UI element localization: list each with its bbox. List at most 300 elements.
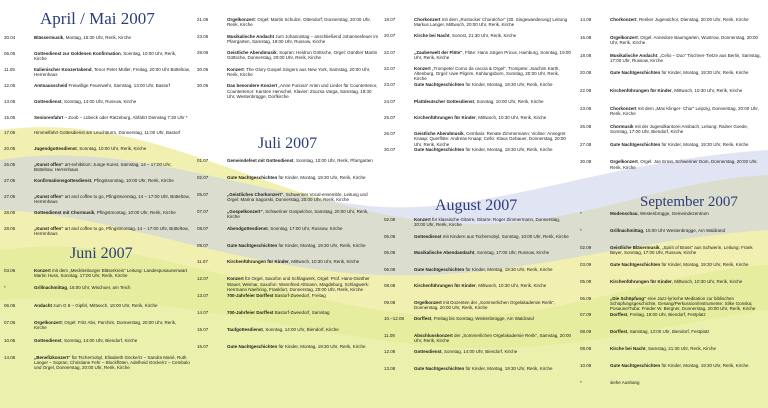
- event-date: 26.08: [580, 123, 592, 129]
- event-title: Gottesdienst zur Goldenen Konfirmation: [34, 50, 121, 56]
- event-date: 14.08: [580, 17, 592, 22]
- event-date: 13.08: [384, 365, 396, 371]
- event-title: Amtsausscheid: [34, 82, 68, 88]
- event-title: Plattdeutscher Gottesdienst: [414, 98, 475, 104]
- event-date: 10.09: [580, 363, 592, 369]
- event-title: Orgelkonzert: [414, 299, 442, 305]
- event-title: Chorkonzert: [610, 106, 637, 111]
- event-details: mit dem „Max Klinger- Chor“ Leipzig, Donnerstag, 20:00 Uhr, Rerik, Kirche: [610, 106, 759, 117]
- event-details: mit Dozenten der „Sommerlichen Orgelakademie Rerik“, Donnerstag, 20:00 Uhr, Rerik, Kirche: [414, 299, 556, 310]
- event-text: [34, 67, 190, 77]
- event-details: „Anne Furiosa“ Arien und Lieder für Countertenor, Countertenor: Karsten Henschel, Klavier: Zsuzsa Varga, Samstag, 19:30 Uhr, Westenbrügge, Dorfkirche: [227, 83, 378, 99]
- event-text: [227, 34, 379, 44]
- event-text: [34, 355, 190, 371]
- event-date: 22.07: [384, 49, 396, 55]
- event-title: Musikalische Andacht: [227, 33, 275, 39]
- event-date: 16.07: [197, 343, 209, 349]
- event-text: [227, 158, 379, 163]
- event-title: Kirchenführungen für Kinder: [414, 283, 476, 288]
- event-title: Konzert: [414, 65, 431, 71]
- event-title: Gute Nachtgeschichten: [414, 82, 465, 88]
- event-date: *: [580, 211, 582, 216]
- event-title: Gottesdienst mit Chormusik: [34, 209, 95, 215]
- event-date: 12.07: [197, 276, 209, 282]
- event-text: [227, 83, 379, 99]
- event-details: , Sonntag, 10:00 Uhr, Rerik, Pfarrgarten: [293, 158, 373, 163]
- event-title: Konzert: [227, 66, 244, 72]
- event-date: 22.08: [580, 88, 592, 94]
- event-date: 30.04: [4, 35, 16, 40]
- event-details: für Kinder, Montag, 19:30 Uhr, Rerik, Kirche: [660, 261, 749, 267]
- event-text: [227, 327, 379, 332]
- event-title: Taufgottesdienst: [227, 327, 263, 332]
- event-text: [414, 283, 572, 288]
- event-text: [414, 33, 572, 38]
- event-title: Abschlusskonzert: [414, 332, 453, 338]
- event-date: 13.05: [4, 98, 16, 104]
- event-text: [414, 316, 572, 321]
- event-title: Italienischer Konzertabend: [34, 66, 92, 72]
- event-text: [227, 50, 379, 60]
- event-text: [610, 380, 764, 385]
- event-details: für Tschernobyl, Elisabeth Göcke/rz – Sandra Marié, Ruth Langer – Sopran, Christiane Fehr – Blockflöten, Adelheid Göcke/rz – Cembalo und Orgel, Donnerstag, 20:00 Uhr, Rerik, Kirche: [34, 355, 190, 371]
- event-text: [414, 234, 572, 239]
- event-date: 26.05: [4, 162, 16, 168]
- event-text: [414, 131, 572, 147]
- event-text: [610, 124, 764, 134]
- event-text: [34, 83, 190, 88]
- event-text: [414, 66, 572, 82]
- event-details: , Sonntag, 17:00 Uhr, Russow, Kirche: [267, 225, 343, 231]
- event-title: Gute Nachtgeschichten: [227, 343, 278, 349]
- event-date: 30.06: [197, 83, 209, 89]
- event-title: „Zauberwelt der Flöte“: [414, 49, 463, 55]
- event-date: *: [4, 285, 6, 291]
- event-date: 23.07: [384, 82, 396, 88]
- event-details: , Samstag, 21:30 Uhr, Rerik, Kirche: [645, 346, 717, 352]
- event-text: [414, 300, 572, 310]
- event-title: „Geistliches Chorkonzert“: [227, 191, 284, 197]
- event-title: Musikalische Abendandacht: [414, 250, 475, 255]
- event-date: 01.07: [197, 158, 209, 163]
- event-text: [34, 115, 190, 120]
- event-text: [610, 279, 764, 284]
- event-date: 30.08: [580, 159, 592, 165]
- event-date: 30.07: [384, 147, 396, 153]
- event-title: Kirchenführungen für Kinder: [414, 114, 476, 120]
- event-text: [610, 17, 764, 22]
- month-heading-april: April / Mai 2007: [40, 9, 155, 28]
- event-text: [610, 245, 764, 255]
- event-details: , Flöte: Hans Jürgen Pricus, Hamburg, Sonntag, 19:00 Uhr, Rerik, Kirche: [414, 49, 571, 60]
- event-details: art and coffee to go, Pfingstsonntag, 14 – 17:00 Uhr, Bütteltow, Herrenhaus: [34, 194, 190, 205]
- event-date: 28.05: [4, 209, 16, 215]
- event-date: 05.08: [384, 233, 396, 239]
- event-date: 10.–12.08: [384, 316, 405, 321]
- event-text: [610, 346, 764, 351]
- event-text: [414, 82, 572, 87]
- event-details: , Pfingstsonntag, 10:00 Uhr, Rerik, Kirche: [91, 178, 174, 184]
- event-details: , Sonntag, 10:00 Uhr, Rerik, Kirche: [474, 98, 544, 104]
- event-date: 28.06: [197, 50, 209, 56]
- event-text: [414, 115, 572, 120]
- event-text: [610, 296, 764, 312]
- event-text: [227, 17, 379, 27]
- event-details: , Pfingstmontag, 10:00 Uhr, Rerik, Kirche: [94, 209, 176, 215]
- event-title: Gute Nachtgeschichten: [610, 363, 661, 369]
- event-date: 20.05: [4, 146, 16, 152]
- event-details: für klassische Gitarre, Gitarre: Roger Zimmermann, Donnerstag, 20:00 Uhr, Rerik, Kirche: [414, 217, 561, 228]
- event-date: 08.08: [384, 283, 396, 288]
- event-details: , Schweriner Vocal-ensemble, Leitung und Orgel: Marina Sagorski, Donnerstag, 20:00 Uhr, Rerik, Kirche: [227, 191, 368, 202]
- event-details: Bastorf-Zweedorf, Samstag: [273, 310, 330, 316]
- event-title: „Benefizkonzert“: [34, 355, 71, 360]
- event-date: 14.06: [4, 355, 16, 360]
- event-text: [34, 285, 190, 290]
- event-text: [227, 67, 379, 77]
- event-date: 08.07: [197, 225, 209, 231]
- event-details: ; Sopran: Heidrun Göttsche, Orgel: Günther Martin Göttsche, Donnerstag, 20:00 Uhr, Rerik, Kirche: [227, 50, 378, 61]
- event-date: 14.07: [197, 310, 209, 316]
- event-date: 12.08: [384, 349, 396, 354]
- event-date: 06.05: [4, 50, 16, 56]
- event-title: Abendgottesdienst: [227, 225, 268, 231]
- event-date: 09.07: [197, 242, 209, 248]
- event-text: [34, 35, 190, 40]
- event-title: Geistliche Bläsermusik: [610, 244, 660, 250]
- event-text: [610, 159, 764, 169]
- event-title: Kirchenführungen für Kinder: [610, 88, 672, 94]
- event-details: , Schweriner Gospelchor, Samstag, 20:00 Uhr, Rerik, Kirche: [227, 208, 369, 219]
- event-details: für Orgel, Saxofon und Schlagwerk, Orgel: Prof. Hans-Günther Wauer, Weimar, Saxofon: Wannfried Altmann, Magdeburg, Schlagwerk: Herrmann Naehring, Frankfurt, Donnerstag, 20:00 Uhr, Rerik, Kirche: [227, 276, 370, 292]
- event-details: , Sonntag, 17:00 Uhr, Russow, Kirche: [474, 250, 550, 255]
- event-details: zum Johannistag – anschließend Johannesfeuer im Pfarrgarten, Samstag, 19:00 Uhr, Russow, Kirche: [227, 33, 379, 44]
- event-title: „Kunst offen“: [34, 225, 64, 231]
- event-date: 20.07: [384, 33, 396, 39]
- event-details: mit der Jugendkantorei Ansbach, Leitung: Rainer Goede, Sonntag, 17:00 Uhr, Biendorf, Kirche: [610, 123, 749, 134]
- event-title: Gottesdienst: [414, 349, 442, 354]
- event-details: , Reriker Jugendchor, Dienstag, 20:00 Uhr, Rerik, Kirche: [636, 17, 749, 22]
- event-details: für Kinder, Montag, 19:30 Uhr, Rerik, Kirche: [277, 174, 366, 180]
- event-text: [34, 338, 190, 343]
- event-details: , 16:00 Uhr, Wischuer, am Teich: [67, 285, 131, 291]
- event-details: der „Sommerlichen Orgelakademie Rerik“, Samstag, 20:00 Uhr, Rerik, Kirche: [414, 332, 572, 343]
- event-date: *: [580, 380, 582, 385]
- event-title: Kirche bei Nacht: [610, 346, 646, 352]
- event-title: Kirchenführungen für Kinder: [610, 278, 672, 284]
- month-heading-juni: Juni 2007: [70, 245, 133, 262]
- event-date: 05.07: [197, 191, 209, 197]
- event-details: Freiwillige Feuerwehr, Samstag, 13:00 Uhr, Bastorf: [67, 82, 171, 88]
- event-date: 28.05: [4, 225, 16, 231]
- event-title: Orgelkonzert: [610, 34, 638, 40]
- event-text: [610, 262, 764, 267]
- event-title: Gottesdienst: [34, 98, 62, 104]
- event-details: , Freitag bis Sonntag, Westenbrügge, Am Waldrand: [431, 316, 534, 321]
- event-title: Dorffest: [610, 329, 628, 335]
- event-details: mit Kindern aus Tschernobyl, Sonntag, 10:00 Uhr, Rerik, Kirche: [441, 233, 569, 239]
- event-text: [414, 217, 572, 227]
- event-text: [414, 333, 572, 343]
- event-text: [34, 146, 190, 151]
- event-title: Geistliche Abendmusik: [414, 131, 464, 137]
- event-title: Konzert: [414, 217, 431, 222]
- event-text: [610, 53, 764, 63]
- event-date: 08.09: [580, 346, 592, 352]
- event-title: Orgelkonzert: [227, 17, 255, 22]
- event-date: 27.08: [580, 141, 592, 147]
- event-title: Dorffest: [414, 316, 432, 321]
- event-details: , Tenor Peter Müller, Freitag, 20:00 Uhr Bütteltow, Herrenhaus: [34, 66, 190, 77]
- event-text: [34, 130, 190, 135]
- event-title: Grillnachmittag: [34, 285, 68, 291]
- event-text: [610, 211, 764, 216]
- event-date: 13.07: [197, 293, 209, 299]
- event-details: für Kinder, Montag, 19:30 Uhr, Rerik, Kirche: [464, 365, 553, 371]
- event-details: für Kinder, Montag, 19:30 Uhr, Rerik, Kirche: [277, 242, 366, 248]
- event-title: Kirche bei Nacht: [414, 33, 450, 39]
- event-text: [610, 329, 764, 334]
- event-date: 03.09: [580, 261, 592, 267]
- event-text: [34, 194, 190, 204]
- event-date: 09.08: [384, 299, 396, 305]
- event-title: Konzert: [34, 268, 51, 273]
- event-title: 700-Jahrfeier Dorffest: [227, 293, 274, 299]
- event-title: 700-Jahrfeier Dorffest: [227, 310, 274, 316]
- event-text: [34, 303, 190, 308]
- event-details: für Kinder, Montag, 19:30 Uhr, Rerik, Kirche: [464, 147, 553, 153]
- event-details: , Montag, 16:30 Uhr, Rerik, Kirche: [63, 35, 132, 40]
- event-details: zum G 8 – Gipfel, Mittwoch, 18:00 Uhr, Rerik, Kirche: [52, 302, 158, 308]
- month-heading-september: September 2007: [640, 194, 738, 210]
- event-date: 07.06: [4, 320, 16, 326]
- event-date: 11.07: [197, 259, 208, 265]
- event-date: 15.07: [197, 327, 209, 332]
- event-details: – Zoob – Lübeck oder Ratzeburg, Abfahrt Dienstag 7:30 Uhr *: [63, 114, 188, 120]
- event-date: 06.08: [384, 266, 396, 272]
- event-details: , „Celio – Duo“ Tischner-Tietze aus Berlin, Samstag, 17:00 Uhr, Russow, Kirche: [610, 52, 761, 63]
- event-text: [610, 88, 764, 93]
- event-date: 08.09: [580, 329, 592, 335]
- event-details: ; Orgel: Annedore Baumgarten, Wustrow, Donnerstag, 20:00 Uhr, Rerik, Kirche: [610, 34, 759, 45]
- event-title: Kirchenführungen für Kinder: [227, 259, 289, 265]
- event-text: [227, 259, 379, 264]
- month-heading-august: August 2007: [435, 197, 518, 214]
- event-details: , Sonntag, 14:00 Uhr, Biendorf, Kirche: [262, 327, 339, 332]
- event-text: [34, 268, 190, 278]
- event-details: art and coffee to go, Pfingstmontag, 14 – 17:00 Uhr, Bütteltow, Herrenhaus: [34, 225, 189, 236]
- event-date: 03.06: [4, 268, 16, 273]
- event-text: [227, 276, 379, 292]
- event-date: 16.08: [580, 34, 592, 40]
- event-date: 15.05: [4, 114, 16, 120]
- event-text: [34, 226, 190, 236]
- event-title: Dorffest: [610, 312, 628, 318]
- event-title: Geistliche Abendmusik: [227, 50, 277, 56]
- event-details: für Kinder, Montag, 19:30 Uhr, Rerik, Kirche: [660, 141, 749, 147]
- event-details: , Cembalo: Renate Zimmermann; Violine: Annegret Knaap; Querflöte: Andreas Knaap; Cello: Klaus Gebauer, Donnerstag, 20:00 Uhr, Rerik, Kirche: [414, 131, 566, 147]
- event-title: Chormusik: [610, 123, 634, 129]
- event-title: Modenschau: [610, 211, 638, 216]
- event-title: Musikalische Andacht: [610, 52, 658, 58]
- event-title: Gute Nachtgeschichten: [227, 242, 278, 248]
- event-details: für Kinder, Montag, 19:30 Uhr, Rerik, Kirche: [277, 343, 366, 349]
- event-date: 06.06: [4, 302, 16, 308]
- event-text: [34, 51, 190, 61]
- event-title: Jugendgottesdienst: [34, 146, 77, 152]
- event-text: [610, 35, 764, 45]
- event-details: , Mittwoch, 10:30 Uhr, Rerik, Kirche: [475, 283, 547, 288]
- event-title: Grillnachmittag: [610, 227, 644, 233]
- event-date: 21.06: [197, 17, 209, 22]
- event-details: für Kinder, Montag, 19:30 Uhr, Rerik, Kirche: [660, 70, 749, 76]
- event-details: mit dem „Rostocker Choralchor“ (30. Singewanderung) Leitung Markus Langer, Mittwoch, 20:00 Uhr, Rerik, Kirche: [414, 17, 568, 28]
- event-date: 18.08: [580, 52, 592, 58]
- event-details: , Freitag, 19:00 Uhr, Biendorf, Festplatz: [627, 312, 706, 318]
- event-date: 11.05: [4, 66, 15, 72]
- event-title: „Die Schöpfung“: [610, 295, 647, 301]
- event-details: siehe Aushang: [610, 380, 640, 385]
- event-details: , Sonnst, 21:30 Uhr, Rerik, Kirche: [449, 33, 517, 39]
- event-details: , Mittwoch, 10:30 Uhr, Rerik, Kirche: [475, 114, 547, 120]
- event-date: 23.08: [580, 106, 592, 111]
- event-title: Konzert: [227, 276, 244, 282]
- event-title: Gottesdienst: [414, 233, 442, 239]
- event-details: , „Spirit of Brass“ aus Schwerin, Leitung: Frank Beyer, Sonntag, 17:00 Uhr, Russow, Kirche: [610, 244, 753, 255]
- event-details: : Orgel: Martin Schulze, Ottendorf; Donnerstag, 20:00 Uhr, Rerik, Kirche: [227, 17, 371, 28]
- event-text: [610, 312, 764, 317]
- event-date: 27.05: [4, 178, 16, 184]
- event-details: eine Jazz-lyrische Meditation zur biblischen Schöpfungsgeschichte, Gesang/Perkussion/Instrumente: Silke Gonska; Posaune/Tuba: Frieder W. Bergner, Donnerstag, 20:00 Uhr, Rerik, Kirche: [610, 295, 756, 311]
- event-date: 23.06: [197, 33, 209, 39]
- event-title: Gottesdienst: [34, 337, 62, 343]
- event-title: Das besondere Konzert: [227, 83, 278, 89]
- event-date: 02.07: [197, 174, 209, 180]
- event-details: Himmelfahrt Gottesdienst am Leuchtturm, Donnerstag, 11:00 Uhr, Bastorf: [34, 130, 181, 136]
- event-text: [227, 192, 379, 202]
- event-text: [34, 162, 190, 172]
- event-date: 25.07: [384, 114, 396, 120]
- event-details: , Mittwoch, 10:30 Uhr, Rerik, Kirche: [288, 259, 360, 265]
- event-details: , Sonntag, 14:00 Uhr, Biendorf, Kirche: [61, 337, 138, 343]
- event-date: 30.06: [197, 66, 209, 72]
- event-text: [227, 243, 379, 248]
- event-details: für Kinder, Montag, 19:30 Uhr, Rerik, Kirche: [660, 363, 749, 369]
- event-details: , Sonntag, 14:00 Uhr, Biendorf, Kirche: [441, 349, 518, 354]
- event-date: 22.07: [384, 65, 396, 71]
- event-text: [34, 178, 190, 183]
- event-text: [227, 226, 379, 231]
- event-details: , Mittwoch, 10:30 Uhr, Rerik, Kirche: [671, 88, 743, 94]
- event-text: [610, 106, 764, 116]
- event-details: , Westenbrügge, Gemeindezentrum: [637, 211, 709, 216]
- event-title: Gute Nachtgeschichten: [414, 365, 465, 371]
- event-details: mit dem „Mecklenburger Bläserkreis“ Leitung: Landesposaunenwart Martin Huss, Sonntag, 17:00 Uhr, Rerik, Kirche: [34, 268, 188, 279]
- event-title: Blässermusik: [34, 35, 64, 40]
- event-text: [414, 366, 572, 371]
- event-date: 10.06: [4, 337, 16, 343]
- event-title: „Gospelkonzert“: [227, 208, 263, 214]
- event-text: [610, 228, 764, 233]
- event-title: Orgelkonzert: [610, 159, 638, 165]
- event-date: 24.07: [384, 98, 396, 104]
- event-title: Gute Nachtgeschichten: [414, 266, 465, 272]
- event-text: [34, 99, 190, 104]
- event-title: Gute Nachtgeschichten: [610, 70, 661, 76]
- event-date: 02.08: [384, 217, 396, 222]
- event-details: , Sonntag, 10:00 Uhr, Rerik, Kirche: [76, 146, 147, 152]
- event-text: [414, 250, 572, 255]
- event-date: 27.05: [4, 194, 16, 199]
- event-title: Chorkonzert: [610, 17, 637, 22]
- event-title: Konfirmationsgottesdienst: [34, 178, 92, 184]
- event-text: [414, 349, 572, 354]
- event-details: , Orgel: Jan Ernst, Schweriner Dom, Donnerstag, 20:00 Uhr, Rerik, Kirche: [610, 159, 758, 170]
- event-details: , Sonntag, 10:00 Uhr, Rerik, Kirche: [34, 50, 177, 62]
- event-details: für Kinder, Montag, 19:30 Uhr, Rerik, Kirche: [464, 82, 553, 88]
- event-text: [610, 142, 764, 147]
- event-date: 17.05: [4, 130, 16, 136]
- event-text: [227, 344, 379, 349]
- event-text: [414, 267, 572, 272]
- event-text: [227, 175, 379, 180]
- event-date: 26.07: [384, 131, 396, 137]
- event-title: Gute Nachtgeschichten: [610, 261, 661, 267]
- event-date: 06.09: [580, 295, 592, 301]
- event-text: [227, 209, 379, 219]
- event-details: Bastorf-Zweedorf, Freitag: [273, 293, 326, 299]
- event-text: [227, 293, 379, 298]
- event-title: Seniorenfahrt: [34, 114, 64, 120]
- event-details: „Trompete/ Corno da caccia & Orgel“, Trompete: Joachim Karth, Altenburg, Orgel: Uwe Pilgrim, Kühlungsborn, Sonntag, 20:00 Uhr, Rerik, Kirche: [414, 65, 560, 82]
- event-details: , 15:00 Uhr Westenbrügge, Am Waldrand: [643, 227, 726, 233]
- event-title: Andacht: [34, 302, 52, 308]
- event-title: „Kunst offen“: [34, 194, 64, 199]
- event-title: Gemeindefest mit Gottesdienst: [227, 158, 294, 163]
- event-details: für Kinder, Montag, 19:30 Uhr, Rerik, Kirche: [464, 266, 553, 272]
- event-date: 12.05: [4, 82, 16, 88]
- event-text: [34, 210, 190, 215]
- event-text: [414, 147, 572, 152]
- event-details: : The Glory Gospel Singers aus New York, Samstag, 20:00 Uhr, Rerik, Kirche: [227, 66, 371, 77]
- event-details: ; Orgel: Fritz Abs, Parchim, Donnerstag, 20:00 Uhr, Rerik, Kirche: [34, 320, 177, 331]
- event-text: [414, 99, 572, 104]
- event-date: 05.08: [384, 250, 396, 255]
- event-details: , Mittwoch, 10:30 Uhr, Rerik, Kirche: [671, 278, 743, 284]
- event-text: [610, 363, 764, 368]
- month-heading-juli: Juli 2007: [258, 135, 318, 152]
- event-text: [414, 17, 572, 27]
- event-title: „Kunst offen“: [34, 162, 64, 168]
- event-date: 02.09: [580, 244, 592, 250]
- event-date: 11.08: [384, 332, 395, 338]
- event-text: [414, 50, 572, 60]
- event-details: , Sonntag, 14:00 Uhr, Russow, Kirche: [61, 98, 137, 104]
- event-text: [34, 320, 190, 330]
- event-details: art-exhibition: Junge Kunst, Samstag, 14 – 17:00 Uhr, Bütteltow, Herrenhaus: [34, 162, 172, 173]
- event-text: [610, 70, 764, 75]
- event-details: , Samstag, 13:00 Uhr, Biendorf, Festplatz: [627, 329, 710, 335]
- event-title: Chorkonzert: [414, 17, 441, 22]
- event-text: [227, 310, 379, 315]
- event-title: Gute Nachtgeschichten: [610, 141, 661, 147]
- event-title: Gute Nachtgeschichten: [227, 174, 278, 180]
- event-date: *: [580, 227, 582, 233]
- event-date: 18.07: [384, 17, 396, 22]
- event-date: 05.09: [580, 278, 592, 284]
- event-date: 07.07: [197, 208, 209, 214]
- event-title: Gute Nachtgeschichten: [414, 147, 465, 153]
